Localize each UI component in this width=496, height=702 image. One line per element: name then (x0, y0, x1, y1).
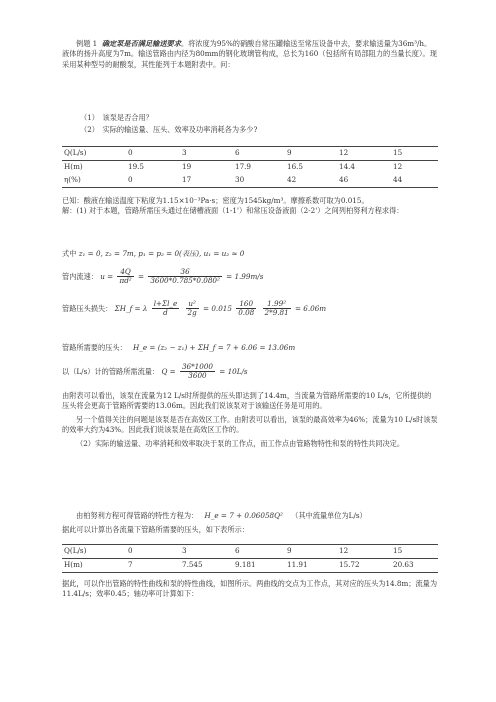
fraction (180, 363, 215, 381)
numerator: 36*1000 (181, 362, 213, 371)
fraction (152, 300, 180, 318)
numerator: u² (188, 299, 196, 308)
denominator: 0.08 (238, 308, 255, 318)
conclusion-paragraph (62, 579, 438, 600)
table-cell: 0 (126, 147, 180, 161)
fraction (117, 268, 133, 286)
equals-sign: = (138, 271, 145, 281)
table-row (62, 545, 438, 559)
eq-label: 由柏努利方程可得管路的特性方程为： (76, 511, 199, 520)
eq-label: 管路压头损失： (62, 303, 113, 313)
denominator: 2g (187, 308, 197, 318)
table-cell: 9 (285, 147, 337, 161)
table-cell: 7.545 (180, 559, 233, 573)
fraction (148, 268, 222, 286)
table-cell: 44 (391, 174, 438, 188)
table-cell: 15 (391, 147, 438, 161)
eq-required-flow (62, 363, 438, 381)
eq-lhs: u = (100, 271, 114, 281)
eq-velocity (62, 268, 438, 286)
eq-pipeline-characteristic (62, 511, 438, 536)
table-row (62, 161, 438, 175)
table-cell: 9 (285, 545, 337, 559)
eq-lhs: ΣH_f = λ (114, 303, 148, 313)
numerator: 4Q (120, 267, 131, 276)
table-cell: 7 (126, 559, 180, 573)
known-text: 已知：酸液在输送温度下粘度为1.15×10⁻³Pa·s；密度为1545kg/m³。摩擦系数可取为0.015。 (62, 196, 369, 205)
table-row (62, 559, 438, 573)
table-cell: 11.91 (285, 559, 337, 573)
eq-label: 式中 (62, 249, 77, 258)
eq-expression: H_e = (z₂ − z₁) + ΣH_f = 7 + 6.06 = 13.06m (133, 343, 296, 352)
eq-coefficient: = 0.015 (203, 303, 232, 313)
table-cell: 42 (285, 174, 337, 188)
question-2: （2） 实际的输送量、压头、效率及功率消耗各为多少? (80, 125, 258, 135)
numerator: l+Σl_e (153, 299, 178, 308)
table-cell: 16.5 (285, 161, 337, 175)
table-cell: Q(L/s) (62, 545, 126, 559)
paragraph: 据此，可以作出管路的特性曲线和泵的特性曲线，如图所示。两曲线的交点为工作点，其对应的压头为14.8m；流量为11.4L/s；效率0.45；轴功率可计算如下： (62, 579, 438, 599)
table-cell: Q(L/s) (62, 147, 126, 161)
fraction (236, 300, 256, 318)
table-cell: 9.181 (233, 559, 285, 573)
eq-label: 管内流速： (62, 271, 98, 281)
denominator: 3600 (180, 371, 215, 380)
paragraph: 由附表可以看出，该泵在流量为12 L/s时所提供的压头即达到了14.4m，当流量为管路所需要的10 L/s，它所提供的压头将会更高于管路所需要的13.06m。因此我们说该泵对于该输送任务是可用的。 (62, 391, 432, 411)
table-row (62, 174, 438, 188)
table-cell: H(m) (62, 161, 126, 175)
table-cell: H(m) (62, 559, 126, 573)
table-cell: η(%) (62, 174, 126, 188)
table-cell: 30 (233, 174, 285, 188)
table-cell: 3 (180, 147, 233, 161)
pipeline-head-table (62, 544, 438, 573)
eq-expression: z₁ = 0, z₂ = 7m, p₁ = p₂ = 0(表压), u₁ = u₂ ≈ 0 (78, 249, 245, 258)
table-cell: 3 (180, 545, 233, 559)
table-cell: 20.63 (391, 559, 438, 573)
denominator: 3600*0.785*0.080² (150, 276, 220, 286)
denominator: πd² (119, 276, 132, 286)
table-cell: 12 (391, 161, 438, 175)
paragraph: 据此可以计算出各流量下管路所需要的压头，如下表所示： (62, 525, 249, 535)
numerator: 36 (180, 267, 190, 276)
table-cell: 19.5 (126, 161, 180, 175)
pump-performance-table (62, 146, 438, 188)
eq-expression: H_e = 7 + 0.06058Q² (204, 511, 283, 520)
table-cell: 6 (233, 147, 285, 161)
eq-result: = 10L/s (219, 366, 248, 376)
eq-conditions (62, 249, 438, 259)
paragraph: （2）实际的输送量、功率消耗和效率取决于泵的工作点，而工作点由管路物特性和泵的特性共同决定。 (76, 438, 405, 448)
question-list (80, 113, 440, 136)
numerator: 160 (239, 299, 254, 308)
denominator: 2*9.81 (264, 308, 289, 318)
eq-lhs: Q = (161, 366, 176, 376)
table-cell: 15.72 (337, 559, 391, 573)
numerator: 1.99² (267, 299, 287, 308)
table-cell: 0 (126, 545, 180, 559)
intro-paragraph (62, 39, 438, 70)
fraction (186, 300, 199, 318)
question-1: （1） 该泵是否合用？ (80, 113, 153, 122)
solution-intro: 解：(1) 对于本题，管路所需压头通过在储槽液面（1-1'）和常压设备液面（2-2'）之间列柏努利方程求得： (62, 206, 404, 216)
table-cell: 19 (180, 161, 233, 175)
analysis-paragraphs (62, 391, 438, 449)
eq-required-head (62, 343, 438, 353)
table-cell: 6 (233, 545, 285, 559)
table-cell: 12 (337, 545, 391, 559)
eq-label: 以（L/s）计的管路所需流量： (62, 366, 160, 376)
table-cell: 14.4 (337, 161, 391, 175)
fraction (263, 300, 291, 318)
intro-text: 。将浓度为95%的硝酸自常压罐输送至常压设备中去，要求输送量为36m³/h。液体的扬升高度为7m。输送管路由内径为80mm的钢化玻璃管构成，总长为160（包括所有局部阻力的当量长度）。现采用某种型号的耐酸泵，其性能列于本题附表中。问： (62, 39, 437, 69)
denominator: d (152, 308, 180, 317)
example-title: 确定泵是否满足输送要求 (101, 39, 181, 48)
known-conditions (62, 196, 438, 217)
eq-result: = 6.06m (295, 303, 327, 313)
table-cell: 17 (180, 174, 233, 188)
table-cell: 17.9 (233, 161, 285, 175)
eq-head-loss (62, 300, 438, 318)
eq-note: （其中流量单位为L/s） (291, 511, 367, 520)
table-row (62, 147, 438, 161)
paragraph: 另一个值得关注的问题是该泵是否在高效区工作。由附表可以看出，该泵的最高效率为46%；流量为10 L/s时该泵的效率大约为43%。因此我们说该泵是在高效区工作的。 (62, 414, 438, 435)
example-label: 例题 1 (76, 39, 98, 48)
table-cell: 0 (126, 174, 180, 188)
eq-label: 管路所需要的压头： (62, 343, 127, 352)
eq-result: = 1.99m/s (226, 271, 264, 281)
table-cell: 12 (337, 147, 391, 161)
table-cell: 46 (337, 174, 391, 188)
table-cell: 15 (391, 545, 438, 559)
